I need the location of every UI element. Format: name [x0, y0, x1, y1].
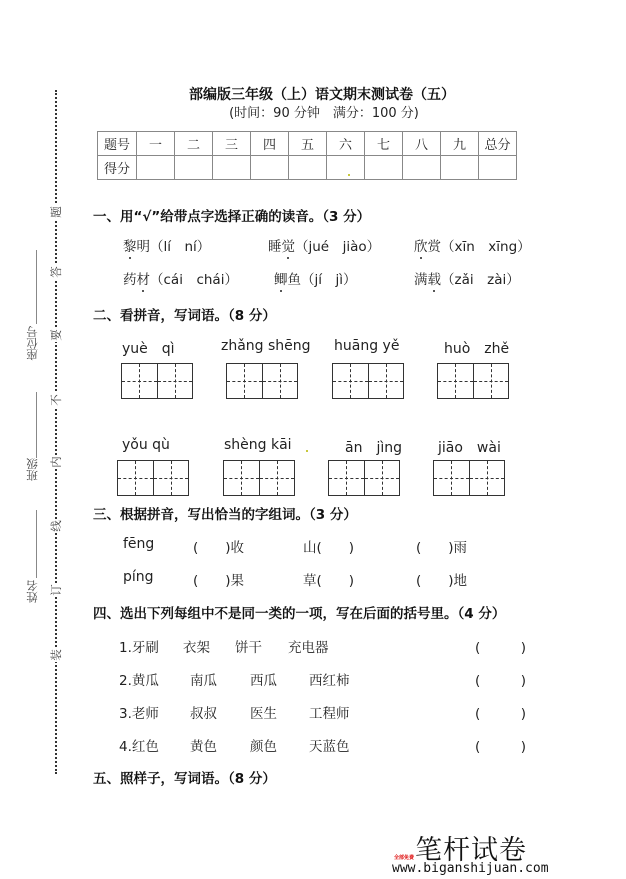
binding-char: 要 — [49, 329, 63, 341]
column-header: 二 — [175, 132, 213, 156]
column-header: 一 — [137, 132, 175, 156]
pronunciation-item: 睡觉 （jué jiào） — [268, 235, 380, 255]
fill-blank[interactable]: 草( ) — [303, 573, 355, 589]
group-word: 颜色 — [250, 739, 277, 755]
fill-blank[interactable]: ( )地 — [416, 573, 468, 589]
writing-grid[interactable] — [117, 460, 189, 496]
group-word: 西红柿 — [309, 673, 350, 689]
watermark-brand: 笔杆试卷 — [415, 835, 527, 866]
group-word: 天蓝色 — [309, 739, 350, 755]
score-cell[interactable] — [403, 156, 441, 180]
binding-char: 内 — [49, 456, 63, 468]
pinyin-prompt: shèng kāi — [224, 437, 292, 453]
pinyin-prompt: yuè qì — [122, 341, 175, 357]
pinyin-options[interactable]: （lí ní） — [150, 239, 211, 255]
fill-blank[interactable]: ( )雨 — [416, 540, 468, 556]
binding-char: 不 — [49, 394, 63, 406]
watermark-tag: 全部免费 — [394, 855, 415, 861]
writing-grid[interactable] — [226, 363, 298, 399]
name-underline[interactable] — [36, 510, 37, 578]
group-word: 饼干 — [235, 640, 262, 656]
pinyin-options[interactable]: （cái chái） — [150, 272, 238, 288]
group-word: 黄色 — [190, 739, 217, 755]
group-word: 4.红色 — [119, 739, 159, 755]
stray-mark — [348, 174, 350, 176]
pinyin-options[interactable]: （xīn xīng） — [441, 239, 531, 255]
pinyin-options[interactable]: （zǎi zài） — [441, 272, 520, 288]
class-label: 班级 — [25, 458, 39, 481]
column-header: 八 — [403, 132, 441, 156]
section2-heading: 二、看拼音，写词语。（8 分） — [93, 308, 276, 324]
writing-grid[interactable] — [328, 460, 400, 496]
answer-blank[interactable]: ( ) — [475, 739, 527, 755]
class-underline[interactable] — [36, 392, 37, 458]
writing-grid[interactable] — [437, 363, 509, 399]
answer-blank[interactable]: ( ) — [475, 706, 527, 722]
column-header: 六 — [327, 132, 365, 156]
pinyin-prompt: zhǎng shēng — [221, 338, 311, 354]
score-cell[interactable] — [251, 156, 289, 180]
column-header: 三 — [213, 132, 251, 156]
binding-char: 题 — [49, 206, 63, 218]
row-label: 得分 — [98, 156, 137, 180]
pinyin-options[interactable]: （jí jì） — [301, 272, 357, 288]
writing-grid[interactable] — [332, 363, 404, 399]
binding-char: 订 — [49, 584, 63, 596]
pronunciation-item: 药材 （cái chái） — [123, 268, 238, 288]
score-row — [98, 156, 517, 180]
score-table — [97, 131, 517, 180]
column-header: 四 — [251, 132, 289, 156]
pronunciation-item: 黎 明（lí ní） — [123, 235, 210, 255]
pinyin-prompt: yǒu qù — [122, 437, 170, 453]
exam-time-score: (时间：90 分钟 满分：100 分) — [229, 106, 419, 121]
score-cell[interactable] — [137, 156, 175, 180]
pronunciation-item: 欣 赏（xīn xīng） — [414, 235, 531, 255]
answer-blank[interactable]: ( ) — [475, 640, 527, 656]
fill-blank[interactable]: 山( ) — [303, 540, 355, 556]
column-header: 总分 — [479, 132, 517, 156]
group-word: 2.黄瓜 — [119, 673, 159, 689]
pronunciation-item: 满载 （zǎi zài） — [414, 268, 520, 288]
stray-mark — [306, 450, 308, 452]
section4-heading: 四、选出下列每组中不是同一类的一项，写在后面的括号里。（4 分） — [93, 606, 506, 622]
group-word: 充电器 — [288, 640, 329, 656]
fill-blank[interactable]: ( )收 — [193, 540, 245, 556]
answer-blank[interactable]: ( ) — [475, 673, 527, 689]
score-cell[interactable] — [479, 156, 517, 180]
watermark-url: www.biganshijuan.com — [392, 861, 549, 876]
group-word: 叔叔 — [190, 706, 217, 722]
score-cell[interactable] — [327, 156, 365, 180]
pinyin-prompt: huāng yě — [334, 338, 400, 354]
group-word: 西瓜 — [250, 673, 277, 689]
name-label: 姓名 — [25, 580, 39, 603]
score-cell[interactable] — [365, 156, 403, 180]
writing-grid[interactable] — [223, 460, 295, 496]
section3-heading: 三、根据拼音，写出恰当的字组词。（3 分） — [93, 507, 357, 523]
group-word: 医生 — [250, 706, 277, 722]
pinyin-prompt: jiāo wài — [438, 440, 501, 456]
question-number-row — [98, 132, 517, 156]
column-header: 九 — [441, 132, 479, 156]
section1-heading: 一、用“√”给带点字选择正确的读音。（3 分） — [93, 209, 371, 225]
group-word: 衣架 — [183, 640, 210, 656]
pinyin-prompt: fēng — [123, 536, 155, 552]
fill-blank[interactable]: ( )果 — [193, 573, 245, 589]
pinyin-prompt: huò zhě — [444, 341, 510, 357]
group-word: 工程师 — [309, 706, 350, 722]
dotted-char: 鲫 — [274, 272, 288, 288]
writing-grid[interactable] — [433, 460, 505, 496]
binding-char: 答 — [49, 266, 63, 278]
group-word: 南瓜 — [190, 673, 217, 689]
group-word: 3.老师 — [119, 706, 159, 722]
binding-char: 线 — [49, 520, 63, 532]
pinyin-prompt: píng — [123, 569, 154, 585]
column-header: 五 — [289, 132, 327, 156]
dotted-char: 欣 — [414, 239, 428, 255]
section5-heading: 五、照样子，写词语。（8 分） — [93, 771, 276, 787]
dotted-char: 材 — [137, 272, 151, 288]
score-cell[interactable] — [175, 156, 213, 180]
pronunciation-item: 鲫 鱼（jí jì） — [274, 268, 357, 288]
binding-char: 装 — [49, 649, 63, 661]
dotted-char: 黎 — [123, 239, 137, 255]
dotted-char: 载 — [428, 272, 442, 288]
dotted-char: 觉 — [282, 239, 296, 255]
score-cell[interactable] — [213, 156, 251, 180]
score-cell[interactable] — [441, 156, 479, 180]
row-label: 题号 — [98, 132, 137, 156]
column-header: 七 — [365, 132, 403, 156]
group-word: 1.牙刷 — [119, 640, 159, 656]
binding-dotted-line — [55, 90, 57, 774]
score-cell[interactable] — [289, 156, 327, 180]
writing-grid[interactable] — [121, 363, 193, 399]
seat-number-label: 座位号 — [25, 326, 39, 361]
seat-number-underline[interactable] — [36, 250, 37, 324]
page-title: 部编版三年级（上）语文期末测试卷（五） — [189, 87, 455, 103]
pinyin-options[interactable]: （jué jiào） — [295, 239, 381, 255]
pinyin-prompt: ān jìng — [345, 440, 402, 456]
